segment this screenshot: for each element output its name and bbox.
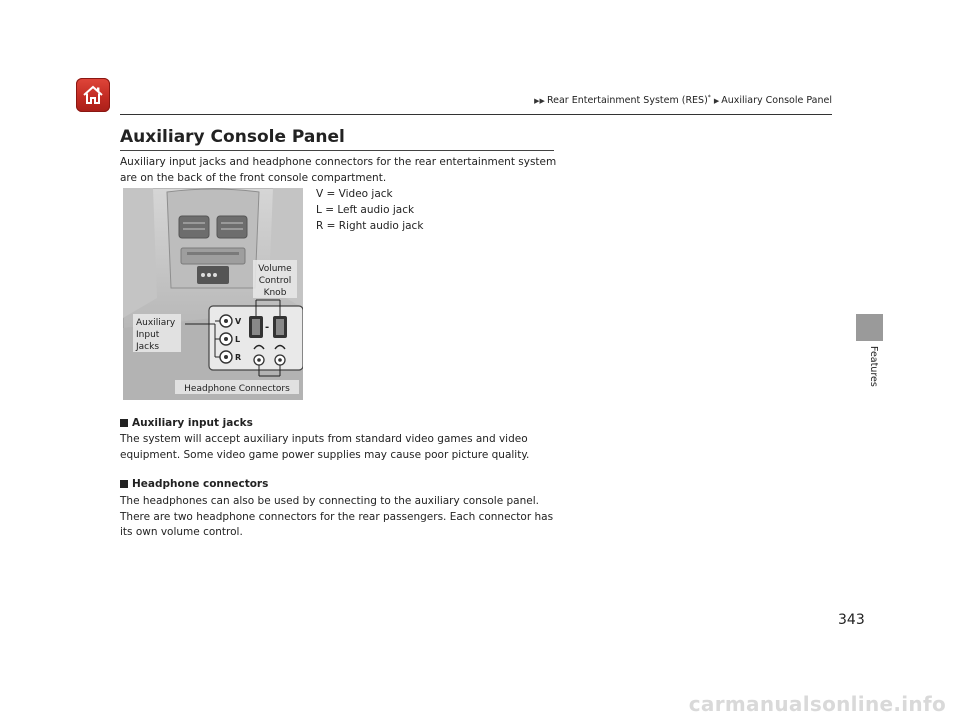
aux-label-line2: Input — [136, 330, 160, 340]
square-bullet-icon — [120, 419, 128, 427]
legend-video: V = Video jack — [316, 188, 393, 200]
section-tab-marker[interactable] — [856, 314, 883, 341]
legend-right-audio: R = Right audio jack — [316, 220, 424, 232]
page-number: 343 — [838, 612, 865, 628]
volume-label-line3: Knob — [263, 288, 287, 298]
headphone-label: Headphone Connectors — [184, 384, 290, 394]
knob-minus-mark: - — [265, 322, 270, 333]
console-panel-photo — [123, 188, 303, 400]
breadcrumb-footnote-marker: * — [707, 94, 711, 101]
watermark: carmanualsonline.info — [688, 692, 946, 716]
volume-label-line2: Control — [258, 276, 292, 286]
breadcrumb — [534, 94, 832, 106]
home-button[interactable] — [76, 78, 110, 112]
volume-label-line1: Volume — [258, 264, 292, 274]
aux-label-line1: Auxiliary — [136, 318, 176, 328]
intro-paragraph: Auxiliary input jacks and headphone connectors for the rear entertainment system are on the back of the front console compartment. — [120, 156, 557, 184]
aux-label-line3: Jacks — [136, 342, 160, 352]
breadcrumb-item-current: Auxiliary Console Panel — [721, 95, 832, 107]
section-body-headphone: The headphones can also be used by connecting to the auxiliary console panel. There are two headphone connectors for the rear passengers. Each connector has its own volume control. — [120, 495, 554, 538]
jack-letter-v: V — [235, 317, 242, 326]
title-divider — [120, 150, 554, 151]
home-icon — [81, 84, 105, 106]
square-bullet-icon — [120, 480, 128, 488]
header-divider — [120, 114, 832, 115]
jack-letter-r: R — [235, 353, 242, 362]
section-heading-headphone: Headphone connectors — [120, 478, 268, 490]
breadcrumb-arrow-icon: ▶ — [713, 97, 720, 106]
breadcrumb-arrow-icon: ▶▶ — [534, 97, 545, 106]
breadcrumb-item-res[interactable]: Rear Entertainment System (RES) — [546, 95, 708, 107]
section-tab-label: Features — [868, 346, 879, 387]
section-heading-aux: Auxiliary input jacks — [120, 417, 253, 429]
jack-letter-l: L — [235, 335, 241, 344]
page-title: Auxiliary Console Panel — [120, 127, 345, 147]
jack-legend — [316, 186, 423, 234]
legend-left-audio: L = Left audio jack — [316, 204, 415, 216]
section-body-aux: The system will accept auxiliary inputs from standard video games and video equipment. Some video game power supplies may cause poor picture quality. — [120, 433, 530, 461]
